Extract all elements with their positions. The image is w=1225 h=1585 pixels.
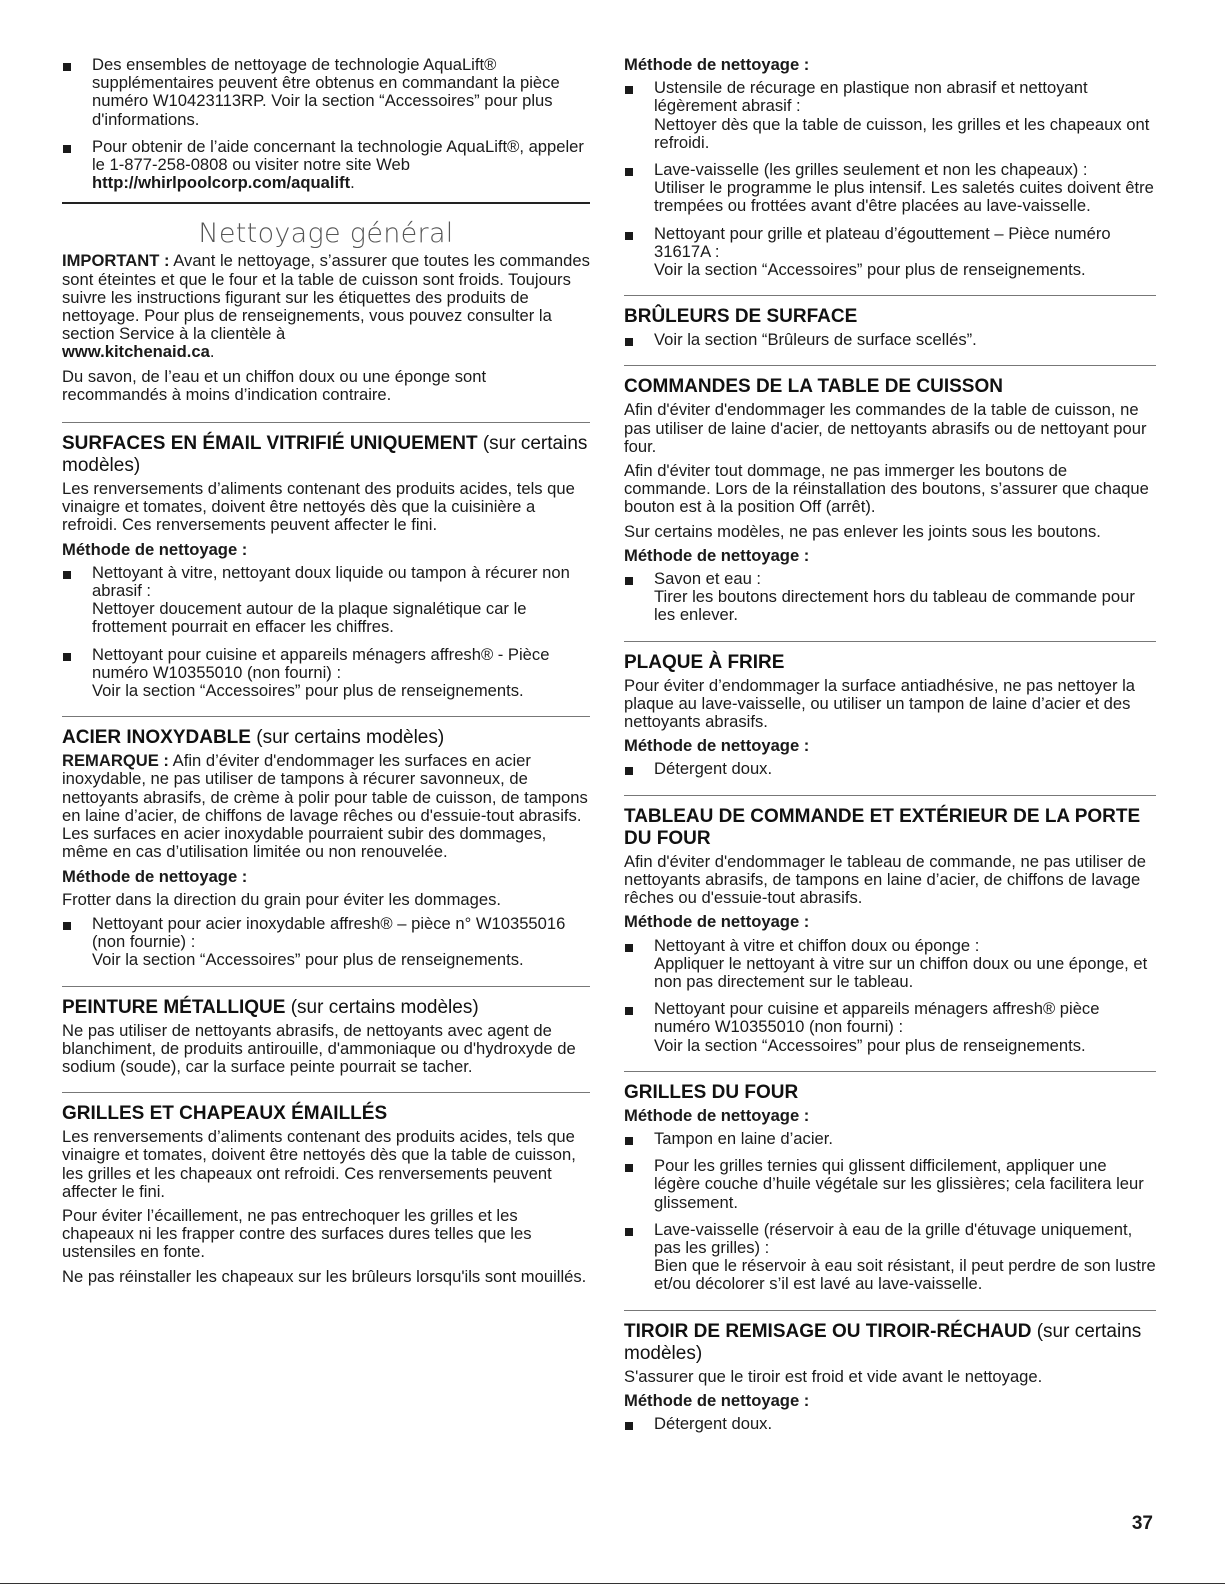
list-item (62, 138, 590, 193)
list-item (624, 570, 1156, 625)
right-column (624, 56, 1156, 1442)
remark-text: Afin d’éviter d'endommager les surfaces en acier inoxydable, ne pas utiliser de tampons à récurer savonneux, de nettoyants abrasifs, de crème à polir pour table de cuisson, de tampons en laine d’acier, de chiffons de lavage rêches ou d'essuie-tout abrasifs. Les surfaces en acier inoxydable pourraient subir des dommages, même en cas d’utilisation limitée ou non renouvelée. (62, 751, 588, 862)
section-drawer (624, 1310, 1156, 1434)
section-title (62, 727, 590, 749)
item-line: Tampon en laine d’acier. (654, 1128, 833, 1148)
left-column (62, 56, 590, 1292)
item-line: Pour les grilles ternies qui glissent difficilement, appliquer une légère couche d’huile végétale sur les glissières; cela facilitera leur glissement. (654, 1156, 1144, 1212)
intro-bullet-list (62, 56, 590, 192)
method-label: Méthode de nettoyage : (62, 539, 248, 559)
method-label: Méthode de nettoyage : (62, 866, 248, 886)
section-text: Afin d'éviter d'endommager les commandes de la table de cuisson, ne pas utiliser de laine d'acier, de nettoyants abrasifs ou de nettoyant pour four. (624, 400, 1147, 456)
bullet-text: Des ensembles de nettoyage de technologie AquaLift® supplémentaires peuvent être obtenus en commandant la pièce numéro W10423113RP. Voir la section “Accessoires” pour plus d'informations. (92, 55, 560, 129)
title-suffix: (sur certains modèles) (285, 996, 479, 1018)
title-text: PEINTURE MÉTALLIQUE (62, 996, 286, 1018)
item-sub: Voir la section “Accessoires” pour plus de renseignements. (92, 950, 524, 970)
section-title (624, 1321, 1156, 1365)
method-label: Méthode de nettoyage : (624, 1390, 810, 1410)
section-racks (624, 1071, 1156, 1294)
important-text: Avant le nettoyage, s’assurer que toutes les commandes sont éteintes et que le four et la table de cuisson sont froids. Toujours suivre les instructions figurant sur les étiquettes des produits de nettoyage. Pour plus de renseignements, vous pouvez consulter la section Service à la clientèle à (62, 251, 590, 344)
method-list (624, 1130, 1156, 1294)
method-list (624, 760, 1156, 778)
title-text: SURFACES EN ÉMAIL VITRIFIÉ UNIQUEMENT (62, 433, 478, 455)
section-heading-general: Nettoyage général (198, 218, 454, 250)
method-label: Méthode de nettoyage : (624, 736, 810, 756)
bottom-divider (0, 1583, 1225, 1584)
item-sub: Bien que le réservoir à eau soit résistant, il peut perdre de son lustre et/ou décolorer s’il est lavé au lave-vaisselle. (654, 1256, 1156, 1294)
list-item (624, 1000, 1156, 1055)
section-text: Ne pas réinstaller les chapeaux sur les brûleurs lorsqu'ils sont mouillés. (62, 1266, 587, 1286)
section-text: Pour éviter d’endommager la surface antiadhésive, ne pas nettoyer la plaque au lave-vaisselle, ou utiliser un tampon de laine d’acier et des nettoyants abrasifs. (624, 675, 1136, 732)
section-text: Ne pas utiliser de nettoyants abrasifs, de nettoyants avec agent de blanchiment, de produits antirouille, d'ammoniaque ou d'hydroxyde de sodium (soude), car la surface peinte pourrait se tacher. (62, 1020, 576, 1076)
section-text: Afin d'éviter tout dommage, ne pas immerger les boutons de commande. Lors de la réinstallation des boutons, s’assurer que chaque bouton est à la position Off (arrêt). (624, 461, 1149, 517)
section-title: COMMANDES DE LA TABLE DE CUISSON (624, 376, 1003, 398)
method-list (624, 937, 1156, 1055)
list-item (62, 564, 590, 637)
section-email (62, 422, 590, 700)
section-controls (624, 365, 1156, 624)
important-paragraph (62, 252, 590, 361)
method-label: Méthode de nettoyage : (624, 1105, 810, 1125)
section-burners (624, 295, 1156, 349)
item-line: Nettoyant pour cuisine et appareils ménagers affresh® - Pièce numéro W10355010 (non fourni) : (92, 644, 550, 682)
section-title: GRILLES ET CHAPEAUX ÉMAILLÉS (62, 1103, 388, 1125)
section-title (62, 997, 590, 1019)
aqualift-link[interactable]: http://whirlpoolcorp.com/aqualift (92, 173, 351, 193)
method-list (62, 915, 590, 970)
title-suffix: (sur certains modèles) (624, 1320, 1142, 1364)
section-title (62, 433, 590, 477)
section-text: S'assurer que le tiroir est froid et vide avant le nettoyage. (624, 1366, 1043, 1386)
list-item: Détergent doux. (624, 1415, 1156, 1433)
item-sub: Voir la section “Accessoires” pour plus de renseignements. (654, 1035, 1086, 1055)
list-item (624, 1157, 1156, 1212)
list-item (62, 56, 590, 129)
list-item (624, 1130, 1156, 1148)
title-text: ACIER INOXYDABLE (62, 727, 251, 749)
section-text: Frotter dans la direction du grain pour éviter les dommages. (62, 889, 502, 909)
title-text: TIROIR DE REMISAGE OU TIROIR-RÉCHAUD (624, 1320, 1032, 1342)
list-item (624, 161, 1156, 216)
method-label: Méthode de nettoyage : (624, 545, 810, 565)
method-list (62, 564, 590, 700)
list-item (624, 79, 1156, 152)
page-number: 37 (1131, 1513, 1153, 1534)
item-line: Nettoyant à vitre et chiffon doux ou éponge : (654, 935, 980, 955)
item-line: Nettoyant à vitre, nettoyant doux liquide ou tampon à récurer non abrasif : (92, 562, 570, 601)
item-sub: Tirer les boutons directement hors du tableau de commande pour les enlever. (654, 587, 1135, 625)
remark-label: REMARQUE : (62, 751, 169, 771)
item-line: Lave-vaisselle (réservoir à eau de la grille d'étuvage uniquement, pas les grilles) : (654, 1219, 1133, 1257)
list-item (624, 937, 1156, 992)
section-title: BRÛLEURS DE SURFACE (624, 306, 858, 328)
section-text: Les renversements d’aliments contenant des produits acides, tels que vinaigre et tomates, doivent être nettoyés dès que la cuisinière a refroidi. Ces renversements peuvent affecter le fini. (62, 479, 575, 535)
title-suffix: (sur certains modèles) (250, 727, 445, 749)
section-divider (62, 202, 590, 204)
item-sub: Appliquer le nettoyant à vitre sur un chiffon doux ou une éponge, et non pas directement sur le tableau. (654, 953, 1148, 991)
soap-paragraph: Du savon, de l’eau et un chiffon doux ou une éponge sont recommandés à moins d’indication contraire. (62, 366, 487, 404)
section-inox (62, 716, 590, 969)
section-griddle (624, 641, 1156, 779)
method-list (624, 79, 1156, 279)
list-item (62, 915, 590, 970)
list-item (624, 225, 1156, 280)
list-item: Voir la section “Brûleurs de surface scellés”. (624, 331, 1156, 349)
item-line: Nettoyant pour acier inoxydable affresh® – pièce n° W10355016 (non fournie) : (92, 913, 566, 952)
method-list (624, 1415, 1156, 1433)
important-label: IMPORTANT : (62, 251, 170, 271)
kitchenaid-link[interactable]: www.kitchenaid.ca (62, 342, 210, 362)
item-line: Lave-vaisselle (les grilles seulement et non les chapeaux) : (654, 160, 1088, 180)
section-paint (62, 986, 590, 1077)
list-item: Détergent doux. (624, 760, 1156, 778)
title-suffix: (sur certains modèles) (62, 433, 588, 477)
section-title: PLAQUE À FRIRE (624, 651, 785, 673)
item-sub: Nettoyer doucement autour de la plaque signalétique car le frottement pourrait en effacer les chiffres. (92, 599, 527, 637)
section-text: Sur certains modèles, ne pas enlever les joints sous les boutons. (624, 521, 1101, 541)
item-sub: Utiliser le programme le plus intensif. Les saletés cuites doivent être trempées ou frottées avant d'être placées au lave-vaisselle. (654, 178, 1154, 216)
section-grates (62, 1092, 590, 1286)
section-title: GRILLES DU FOUR (624, 1081, 799, 1103)
method-label: Méthode de nettoyage : (624, 912, 810, 932)
section-title: TABLEAU DE COMMANDE ET EXTÉRIEUR DE LA PORTE DU FOUR (624, 805, 1141, 849)
section-panel (624, 795, 1156, 1055)
item-line: Ustensile de récurage en plastique non abrasif et nettoyant légèrement abrasif : (654, 78, 1088, 116)
method-label: Méthode de nettoyage : (624, 55, 810, 74)
link-period: . (209, 342, 215, 362)
item-sub: Voir la section “Accessoires” pour plus de renseignements. (654, 260, 1086, 280)
item-line: Nettoyant pour grille et plateau d’égouttement – Pièce numéro 31617A : (654, 223, 1111, 261)
section-text: Afin d'éviter d'endommager le tableau de commande, ne pas utiliser de nettoyants abrasifs, de tampons en laine d’acier, de chiffons de lavage rêches ou d'essuie-tout abrasifs. (624, 851, 1146, 908)
method-list (624, 570, 1156, 625)
bullet-text: Pour obtenir de l’aide concernant la technologie AquaLift®, appeler le 1-877-258-0808 ou visiter notre site Web (92, 136, 584, 175)
item-line: Savon et eau : (654, 569, 762, 589)
link-period: . (350, 173, 355, 193)
section-text: Les renversements d’aliments contenant des produits acides, tels que vinaigre et tomates, doivent être nettoyés dès que la table de cuisson, les grilles et les chapeaux ont refroidi. Ces renversements peuvent affecter le fini. (62, 1127, 576, 1201)
list-item (624, 1221, 1156, 1294)
item-sub: Voir la section “Accessoires” pour plus de renseignements. (92, 681, 524, 701)
section-text: Pour éviter l’écaillement, ne pas entrechoquer les grilles et les chapeaux ni les frapper contre des surfaces dures telles que les ustensiles en fonte. (62, 1205, 532, 1262)
list-item (62, 646, 590, 701)
item-sub: Nettoyer dès que la table de cuisson, les grilles et les chapeaux ont refroidi. (654, 114, 1150, 152)
remark-paragraph (62, 752, 590, 861)
item-line: Nettoyant pour cuisine et appareils ménagers affresh® pièce numéro W10355010 (non fourni) : (654, 999, 1100, 1037)
method-list (624, 331, 1156, 349)
